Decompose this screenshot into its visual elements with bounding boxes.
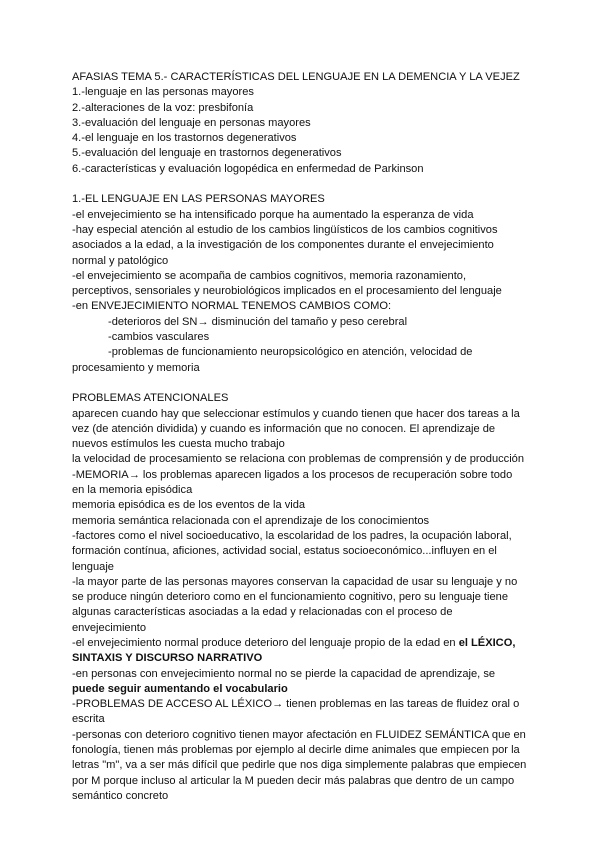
table-of-contents — [72, 85, 550, 177]
section-heading: 1.-EL LENGUAJE EN LAS PERSONAS MAYORES — [72, 193, 325, 206]
text-line: -la mayor parte de las personas mayores conservan la capacidad de usar su lenguaje y no — [72, 575, 518, 588]
bold-text: el LÉXICO, — [458, 636, 516, 649]
bold-text: puede seguir aumentando el vocabulario — [72, 682, 288, 695]
text-line: procesamiento y memoria — [72, 361, 200, 374]
indented-line: -problemas de funcionamiento neuropsicológico en atención, velocidad de — [108, 346, 473, 359]
toc-item: 6.-características y evaluación logopédica en enfermedad de Parkinson — [72, 162, 424, 175]
section-attention-problems — [72, 391, 550, 804]
text-line: -personas con deterioro cognitivo tienen mayor afectación en FLUIDEZ SEMÁNTICA que en — [72, 728, 526, 741]
bold-text: SINTAXIS Y DISCURSO NARRATIVO — [72, 652, 263, 665]
text-line: envejecimiento — [72, 621, 146, 634]
text-line: -factores como el nivel socioeducativo, la escolaridad de los padres, la ocupación laboral, — [72, 529, 512, 542]
text-line: -PROBLEMAS DE ACCESO AL LÉXICO→ tienen problemas en las tareas de fluidez oral o — [72, 698, 520, 711]
section-heading: PROBLEMAS ATENCIONALES — [72, 392, 229, 405]
text-line: memoria semántica relacionada con el aprendizaje de los conocimientos — [72, 514, 430, 527]
text-line: -el envejecimiento se acompaña de cambios cognitivos, memoria razonamiento, — [72, 269, 467, 282]
text-line: memoria episódica es de los eventos de la vida — [72, 499, 306, 512]
text-line: se produce ningún deterioro como en el funcionamiento cognitivo, pero su lenguaje tiene — [72, 591, 509, 604]
text-line: aparecen cuando hay que seleccionar estímulos y cuando tienen que hacer dos tareas a la — [72, 407, 520, 420]
toc-item: 3.-evaluación del lenguaje en personas mayores — [72, 116, 311, 129]
text-line: -hay especial atención al estudio de los cambios lingüísticos de los cambios cognitivos — [72, 223, 498, 236]
toc-item: 2.-alteraciones de la voz: presbifonía — [72, 101, 254, 114]
text-line: -el envejecimiento se ha intensificado porque ha aumentado la esperanza de vida — [72, 208, 474, 221]
text-line: -en ENVEJECIMIENTO NORMAL TENEMOS CAMBIOS COMO: — [72, 300, 392, 313]
text-line: algunas características asociadas a la edad y relacionadas con el proceso de — [72, 606, 453, 619]
toc-item: 1.-lenguaje en las personas mayores — [72, 86, 254, 99]
text-line: vez (de atención dividida) y cuando es información que no conocen. El aprendizaje de — [72, 422, 496, 435]
text-line: -en personas con envejecimiento normal no se pierde la capacidad de aprendizaje, se — [72, 667, 496, 680]
spacer — [72, 177, 550, 192]
text-line: -MEMORIA→ los problemas aparecen ligados a los procesos de recuperación sobre todo — [72, 468, 513, 481]
text-line: perceptivos, sensoriales y neurobiológicos implicados en el procesamiento del lenguaje — [72, 285, 502, 298]
text-line: letras "m", va a ser más difícil que pedirle que nos diga simplemente palabras que empiecen — [72, 759, 527, 772]
text-line: lenguaje — [72, 560, 114, 573]
text-line: asociados a la edad, a la investigación de los componentes durante el envejecimiento — [72, 239, 494, 252]
text-line: fonología, tienen más problemas por ejemplo al decirle dime animales que empiecen por la — [72, 744, 520, 757]
document-title: AFASIAS TEMA 5.- CARACTERÍSTICAS DEL LENGUAJE EN LA DEMENCIA Y LA VEJEZ — [72, 71, 520, 83]
text-line: nuevos estímulos les cuesta mucho trabajo — [72, 438, 285, 451]
spacer — [72, 376, 550, 391]
text-line: escrita — [72, 713, 105, 726]
text-line — [72, 636, 550, 651]
text-line: normal y patológico — [72, 254, 169, 267]
toc-item: 4.-el lenguaje en los trastornos degenerativos — [72, 132, 297, 145]
indented-line: -deterioros del SN→ disminución del tamaño y peso cerebral — [108, 315, 408, 328]
text-line: formación contínua, aficiones, actividad social, estatus socioeconómico...influyen en el — [72, 545, 497, 558]
text-line: en la memoria episódica — [72, 484, 193, 497]
indented-line: -cambios vasculares — [108, 331, 210, 344]
text-run: -el envejecimiento normal produce deterioro del lenguaje propio de la edad en — [72, 636, 459, 649]
toc-item: 5.-evaluación del lenguaje en trastornos degenerativos — [72, 147, 342, 160]
text-line: por M porque incluso al articular la M pueden decir más palabras que dentro de un campo — [72, 774, 515, 787]
section-older-people — [72, 192, 550, 376]
text-line: semántico concreto — [72, 789, 169, 802]
text-line: la velocidad de procesamiento se relaciona con problemas de comprensión y de producción — [72, 453, 525, 466]
